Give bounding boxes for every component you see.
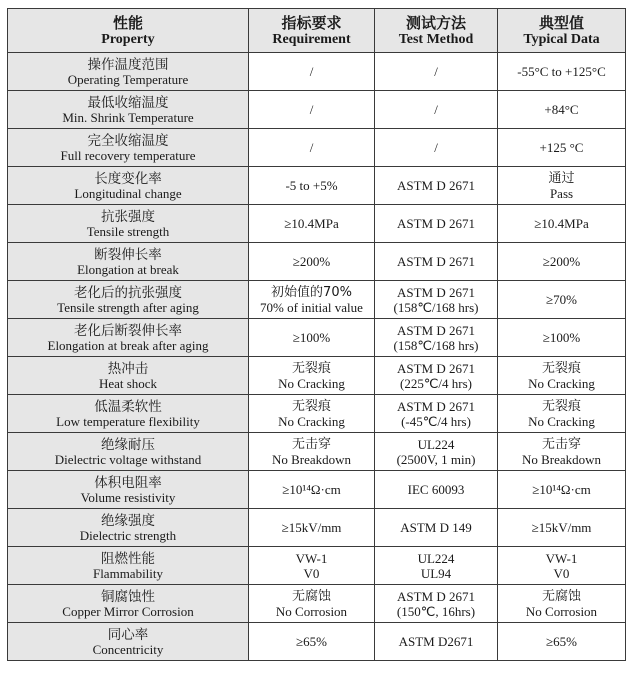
property-name-cn: 铜腐蚀性 bbox=[101, 588, 155, 605]
requirement-value: 无腐蚀 bbox=[291, 588, 331, 604]
test-method-value: UL224 bbox=[417, 436, 455, 452]
typical-data-value: No Corrosion bbox=[525, 603, 598, 619]
property-name-en: Tensile strength bbox=[86, 223, 170, 239]
property-name-en: Dielectric strength bbox=[79, 527, 177, 543]
property-cell bbox=[8, 395, 249, 433]
table-row bbox=[8, 471, 626, 509]
property-name-en: Elongation at break after aging bbox=[47, 337, 209, 353]
property-name-en: Volume resistivity bbox=[80, 489, 176, 505]
test-method-value: ASTM D 2671 bbox=[396, 588, 475, 604]
typical-data-cell bbox=[498, 167, 626, 205]
header-typical bbox=[498, 9, 626, 53]
requirement-value: / bbox=[309, 140, 314, 155]
requirement-value: ≥10¹⁴Ω·cm bbox=[282, 482, 341, 497]
property-name-en: Heat shock bbox=[98, 375, 158, 391]
test-method-value: / bbox=[434, 140, 438, 155]
typical-data-cell bbox=[498, 433, 626, 471]
requirement-value: / bbox=[309, 102, 314, 117]
test-method-cell bbox=[375, 509, 498, 547]
requirement-value: 70% of initial value bbox=[260, 299, 363, 315]
typical-data-value: 通过 bbox=[548, 170, 575, 186]
test-method-cell bbox=[375, 433, 498, 471]
property-cell bbox=[8, 547, 249, 585]
table-row bbox=[8, 243, 626, 281]
requirement-value: / bbox=[309, 64, 314, 79]
spec-body bbox=[8, 53, 626, 661]
typical-data-value: ≥100% bbox=[542, 330, 581, 345]
requirement-value: 初始值的70% bbox=[271, 284, 352, 300]
header-method bbox=[375, 9, 498, 53]
requirement-value: ≥100% bbox=[292, 330, 331, 345]
header-requirement bbox=[249, 9, 375, 53]
typical-data-value: ≥65% bbox=[546, 634, 577, 649]
property-name-en: Concentricity bbox=[92, 641, 164, 657]
test-method-value: ASTM D 2671 bbox=[396, 178, 475, 193]
typical-data-cell bbox=[498, 509, 626, 547]
property-name-cn: 抗张强度 bbox=[101, 208, 155, 225]
property-name-cn: 同心率 bbox=[107, 626, 149, 643]
requirement-value: ≥65% bbox=[296, 634, 327, 649]
test-method-value: / bbox=[434, 64, 438, 79]
requirement-cell bbox=[249, 129, 375, 167]
property-cell bbox=[8, 433, 249, 471]
test-method-value: (225℃/4 hrs) bbox=[399, 375, 472, 391]
property-name-cn: 绝缘耐压 bbox=[101, 436, 155, 453]
table-row bbox=[8, 167, 626, 205]
property-name-cn: 体积电阻率 bbox=[94, 474, 162, 491]
typical-data-value: No Cracking bbox=[528, 413, 595, 429]
requirement-value: 无裂痕 bbox=[291, 360, 331, 376]
requirement-value: No Corrosion bbox=[275, 603, 348, 619]
property-name-cn: 老化后的抗张强度 bbox=[74, 284, 182, 301]
requirement-cell bbox=[249, 623, 375, 661]
requirement-cell bbox=[249, 243, 375, 281]
typical-data-value: 无腐蚀 bbox=[541, 588, 581, 604]
property-cell bbox=[8, 623, 249, 661]
property-name-en: Elongation at break bbox=[77, 261, 179, 277]
spec-table bbox=[7, 8, 626, 661]
property-name-cn: 最低收缩温度 bbox=[87, 94, 169, 111]
typical-data-cell bbox=[498, 395, 626, 433]
property-cell bbox=[8, 281, 249, 319]
test-method-value: (2500V, 1 min) bbox=[396, 451, 476, 467]
test-method-cell bbox=[375, 623, 498, 661]
header-requirement-en: Requirement bbox=[272, 31, 351, 47]
property-cell bbox=[8, 471, 249, 509]
typical-data-cell bbox=[498, 53, 626, 91]
typical-data-value: ≥10¹⁴Ω·cm bbox=[532, 482, 591, 497]
requirement-value: VW-1 bbox=[295, 550, 328, 566]
test-method-cell bbox=[375, 243, 498, 281]
header-requirement-cn: 指标要求 bbox=[281, 13, 342, 32]
typical-data-value: No Breakdown bbox=[521, 451, 602, 467]
test-method-value: ASTM D 2671 bbox=[396, 360, 475, 376]
test-method-value: ASTM D 2671 bbox=[396, 254, 475, 269]
requirement-cell bbox=[249, 357, 375, 395]
typical-data-cell bbox=[498, 623, 626, 661]
property-cell bbox=[8, 319, 249, 357]
typical-data-cell bbox=[498, 281, 626, 319]
requirement-value: No Breakdown bbox=[271, 451, 352, 467]
property-name-en: Flammability bbox=[92, 565, 164, 581]
requirement-value: -5 to +5% bbox=[285, 178, 338, 193]
property-name-en: Low temperature flexibility bbox=[56, 413, 200, 429]
property-cell bbox=[8, 167, 249, 205]
table-row bbox=[8, 53, 626, 91]
table-row bbox=[8, 129, 626, 167]
table-row bbox=[8, 433, 626, 471]
test-method-value: ASTM D2671 bbox=[398, 634, 474, 649]
property-name-en: Tensile strength after aging bbox=[57, 299, 199, 315]
header-property-cn: 性能 bbox=[112, 13, 143, 32]
typical-data-value: VW-1 bbox=[545, 550, 578, 566]
test-method-value: / bbox=[434, 102, 438, 117]
test-method-cell bbox=[375, 395, 498, 433]
requirement-value: 无裂痕 bbox=[291, 398, 331, 414]
table-row bbox=[8, 395, 626, 433]
requirement-cell bbox=[249, 319, 375, 357]
table-row bbox=[8, 281, 626, 319]
property-name-en: Min. Shrink Temperature bbox=[62, 109, 194, 125]
property-cell bbox=[8, 205, 249, 243]
test-method-value: ASTM D 2671 bbox=[396, 398, 475, 414]
property-name-cn: 断裂伸长率 bbox=[94, 246, 162, 263]
header-method-en: Test Method bbox=[398, 31, 474, 47]
requirement-cell bbox=[249, 281, 375, 319]
requirement-value: V0 bbox=[303, 565, 320, 581]
table-row bbox=[8, 91, 626, 129]
requirement-cell bbox=[249, 547, 375, 585]
property-cell bbox=[8, 91, 249, 129]
test-method-cell bbox=[375, 167, 498, 205]
header-typical-en: Typical Data bbox=[523, 31, 600, 47]
requirement-value: No Cracking bbox=[278, 413, 345, 429]
requirement-cell bbox=[249, 395, 375, 433]
requirement-cell bbox=[249, 91, 375, 129]
property-name-cn: 低温柔软性 bbox=[94, 398, 162, 415]
table-row bbox=[8, 357, 626, 395]
test-method-cell bbox=[375, 53, 498, 91]
property-name-cn: 长度变化率 bbox=[94, 170, 162, 187]
requirement-value: ≥15kV/mm bbox=[281, 520, 342, 535]
property-name-en: Operating Temperature bbox=[67, 71, 189, 87]
test-method-value: (158℃/168 hrs) bbox=[393, 299, 479, 315]
test-method-cell bbox=[375, 91, 498, 129]
test-method-value: (158℃/168 hrs) bbox=[393, 337, 479, 353]
requirement-cell bbox=[249, 53, 375, 91]
test-method-value: ASTM D 149 bbox=[400, 520, 472, 535]
test-method-cell bbox=[375, 357, 498, 395]
property-name-cn: 操作温度范围 bbox=[87, 56, 169, 73]
property-cell bbox=[8, 509, 249, 547]
requirement-cell bbox=[249, 585, 375, 623]
typical-data-value: 无击穿 bbox=[541, 436, 581, 452]
test-method-value: (150℃, 16hrs) bbox=[396, 603, 476, 619]
table-row bbox=[8, 205, 626, 243]
typical-data-value: 无裂痕 bbox=[541, 398, 581, 414]
test-method-cell bbox=[375, 585, 498, 623]
typical-data-value: ≥200% bbox=[542, 254, 581, 269]
typical-data-value: Pass bbox=[549, 185, 574, 201]
requirement-cell bbox=[249, 509, 375, 547]
header-property-en: Property bbox=[101, 31, 155, 47]
requirement-value: 无击穿 bbox=[291, 436, 331, 452]
typical-data-cell bbox=[498, 243, 626, 281]
test-method-value: (-45℃/4 hrs) bbox=[401, 413, 471, 429]
test-method-value: UL94 bbox=[420, 565, 452, 581]
property-name-en: Dielectric voltage withstand bbox=[54, 451, 202, 467]
typical-data-value: V0 bbox=[553, 565, 570, 581]
requirement-cell bbox=[249, 205, 375, 243]
table-row bbox=[8, 585, 626, 623]
requirement-value: No Cracking bbox=[278, 375, 345, 391]
test-method-cell bbox=[375, 129, 498, 167]
typical-data-value: ≥10.4MPa bbox=[534, 216, 589, 231]
typical-data-cell bbox=[498, 471, 626, 509]
property-name-cn: 老化后断裂伸长率 bbox=[74, 322, 182, 339]
typical-data-value: ≥70% bbox=[546, 292, 577, 307]
test-method-value: UL224 bbox=[417, 550, 455, 566]
test-method-value: ASTM D 2671 bbox=[396, 284, 475, 300]
test-method-cell bbox=[375, 319, 498, 357]
requirement-value: ≥10.4MPa bbox=[284, 216, 339, 231]
test-method-cell bbox=[375, 281, 498, 319]
typical-data-value: No Cracking bbox=[528, 375, 595, 391]
property-name-cn: 阻燃性能 bbox=[101, 550, 155, 567]
table-row bbox=[8, 319, 626, 357]
test-method-value: IEC 60093 bbox=[407, 482, 465, 497]
table-row bbox=[8, 509, 626, 547]
test-method-value: ASTM D 2671 bbox=[396, 322, 475, 338]
property-name-en: Copper Mirror Corrosion bbox=[62, 603, 194, 619]
property-name-cn: 绝缘强度 bbox=[101, 512, 155, 529]
typical-data-value: -55°C to +125°C bbox=[517, 64, 606, 79]
header-typical-cn: 典型值 bbox=[538, 13, 584, 32]
property-name-en: Full recovery temperature bbox=[60, 147, 196, 163]
property-name-en: Longitudinal change bbox=[74, 185, 182, 201]
typical-data-cell bbox=[498, 91, 626, 129]
typical-data-cell bbox=[498, 585, 626, 623]
typical-data-value: ≥15kV/mm bbox=[531, 520, 592, 535]
typical-data-cell bbox=[498, 547, 626, 585]
property-name-cn: 热冲击 bbox=[107, 360, 149, 377]
property-cell bbox=[8, 243, 249, 281]
property-cell bbox=[8, 357, 249, 395]
requirement-cell bbox=[249, 433, 375, 471]
property-cell bbox=[8, 53, 249, 91]
table-row bbox=[8, 547, 626, 585]
typical-data-cell bbox=[498, 129, 626, 167]
header-property bbox=[8, 9, 249, 53]
test-method-value: ASTM D 2671 bbox=[396, 216, 475, 231]
typical-data-cell bbox=[498, 357, 626, 395]
table-row bbox=[8, 623, 626, 661]
typical-data-value: +125 °C bbox=[539, 140, 584, 155]
test-method-cell bbox=[375, 547, 498, 585]
typical-data-value: +84°C bbox=[544, 102, 579, 117]
typical-data-value: 无裂痕 bbox=[541, 360, 581, 376]
typical-data-cell bbox=[498, 205, 626, 243]
typical-data-cell bbox=[498, 319, 626, 357]
requirement-cell bbox=[249, 167, 375, 205]
test-method-cell bbox=[375, 205, 498, 243]
header-method-cn: 测试方法 bbox=[405, 13, 466, 32]
property-cell bbox=[8, 585, 249, 623]
requirement-value: ≥200% bbox=[292, 254, 331, 269]
test-method-cell bbox=[375, 471, 498, 509]
header-row bbox=[8, 9, 626, 53]
property-cell bbox=[8, 129, 249, 167]
property-name-cn: 完全收缩温度 bbox=[87, 132, 169, 149]
requirement-cell bbox=[249, 471, 375, 509]
